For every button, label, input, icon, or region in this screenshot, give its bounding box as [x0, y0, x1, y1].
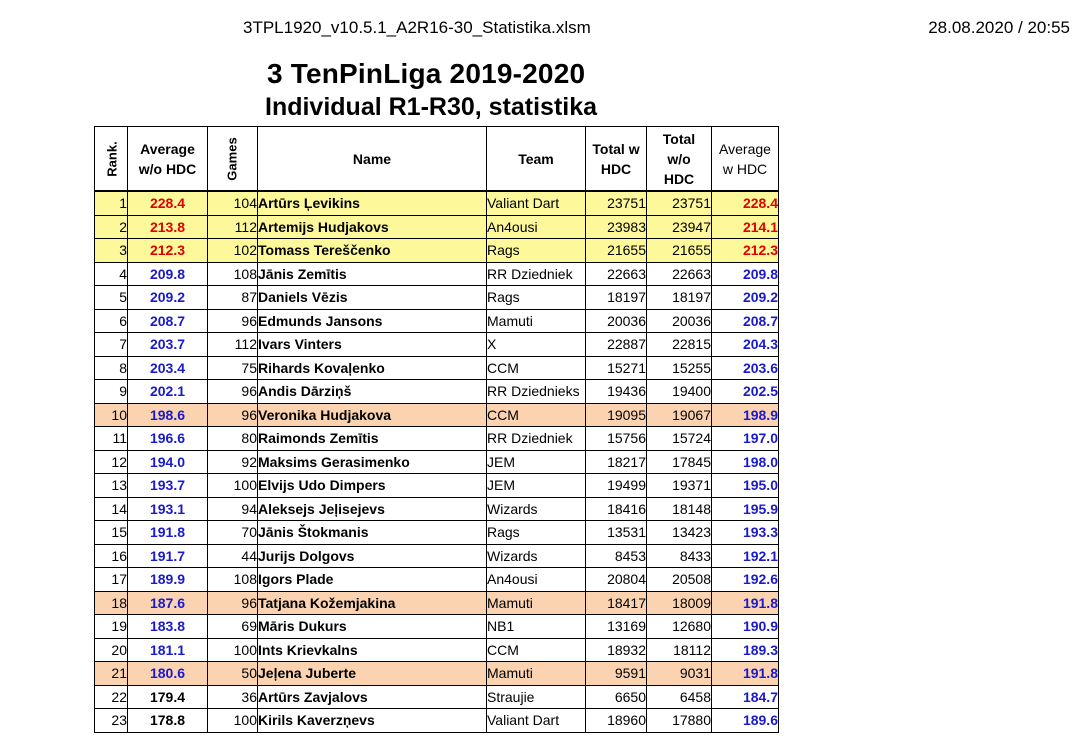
average-wo-hdc-cell: 198.6 — [128, 403, 208, 427]
total-wo-hdc-cell: 19371 — [647, 474, 712, 498]
col-header-games: Games — [208, 127, 258, 192]
average-wo-hdc-cell: 187.6 — [128, 591, 208, 615]
player-name-cell: Igors Plade — [258, 568, 487, 592]
games-cell: 96 — [208, 309, 258, 333]
rank-cell: 3 — [95, 239, 128, 263]
average-w-hdc-cell: 191.8 — [712, 591, 779, 615]
team-cell: Wizards — [487, 544, 586, 568]
team-cell: An4ousi — [487, 568, 586, 592]
rank-cell: 22 — [95, 685, 128, 709]
average-w-hdc-cell: 209.8 — [712, 262, 779, 286]
rank-cell: 14 — [95, 497, 128, 521]
average-wo-hdc-cell: 191.7 — [128, 544, 208, 568]
player-name-cell: Kirils Kaverzņevs — [258, 709, 487, 733]
rank-cell: 5 — [95, 286, 128, 310]
games-cell: 108 — [208, 262, 258, 286]
team-cell: CCM — [487, 403, 586, 427]
table-row — [95, 638, 779, 662]
rank-cell: 2 — [95, 215, 128, 239]
average-wo-hdc-cell: 228.4 — [128, 191, 208, 215]
team-cell: NB1 — [487, 615, 586, 639]
player-name-cell: Maksims Gerasimenko — [258, 450, 487, 474]
total-wo-hdc-cell: 18009 — [647, 591, 712, 615]
total-w-hdc-cell: 18197 — [586, 286, 647, 310]
games-cell: 100 — [208, 638, 258, 662]
average-wo-hdc-cell: 213.8 — [128, 215, 208, 239]
team-cell: Rags — [487, 286, 586, 310]
games-cell: 100 — [208, 709, 258, 733]
total-w-hdc-cell: 23751 — [586, 191, 647, 215]
table-row — [95, 544, 779, 568]
total-wo-hdc-cell: 17880 — [647, 709, 712, 733]
table-row — [95, 497, 779, 521]
team-cell: Valiant Dart — [487, 191, 586, 215]
total-w-hdc-cell: 22887 — [586, 333, 647, 357]
table-row — [95, 262, 779, 286]
rank-cell: 8 — [95, 356, 128, 380]
average-wo-hdc-cell: 183.8 — [128, 615, 208, 639]
total-wo-hdc-cell: 9031 — [647, 662, 712, 686]
average-w-hdc-cell: 197.0 — [712, 427, 779, 451]
games-cell: 96 — [208, 403, 258, 427]
table-row — [95, 191, 779, 215]
team-cell: JEM — [487, 474, 586, 498]
rank-cell: 15 — [95, 521, 128, 545]
total-w-hdc-cell: 8453 — [586, 544, 647, 568]
average-w-hdc-cell: 193.3 — [712, 521, 779, 545]
team-cell: Wizards — [487, 497, 586, 521]
player-name-cell: Tomass Tereščenko — [258, 239, 487, 263]
total-w-hdc-cell: 18217 — [586, 450, 647, 474]
games-cell: 44 — [208, 544, 258, 568]
average-wo-hdc-cell: 189.9 — [128, 568, 208, 592]
games-cell: 36 — [208, 685, 258, 709]
games-cell: 75 — [208, 356, 258, 380]
file-name: 3TPL1920_v10.5.1_A2R16-30_Statistika.xlsm — [243, 18, 591, 37]
rank-cell: 6 — [95, 309, 128, 333]
col-header-total-wo-hdc: Total w/o HDC — [647, 127, 712, 192]
total-wo-hdc-cell: 22815 — [647, 333, 712, 357]
table-row — [95, 450, 779, 474]
player-name-cell: Jānis Zemītis — [258, 262, 487, 286]
player-name-cell: Ints Krievkalns — [258, 638, 487, 662]
average-w-hdc-cell: 212.3 — [712, 239, 779, 263]
average-wo-hdc-cell: 193.7 — [128, 474, 208, 498]
team-cell: RR Dziednieks — [487, 380, 586, 404]
table-row — [95, 356, 779, 380]
team-cell: Mamuti — [487, 591, 586, 615]
average-wo-hdc-cell: 191.8 — [128, 521, 208, 545]
average-wo-hdc-cell: 209.2 — [128, 286, 208, 310]
average-wo-hdc-cell: 178.8 — [128, 709, 208, 733]
average-w-hdc-cell: 198.9 — [712, 403, 779, 427]
games-cell: 96 — [208, 591, 258, 615]
page-title: 3 TenPinLiga 2019-2020 — [267, 58, 586, 89]
total-wo-hdc-cell: 15255 — [647, 356, 712, 380]
average-w-hdc-cell: 190.9 — [712, 615, 779, 639]
team-cell: RR Dziedniek — [487, 427, 586, 451]
average-wo-hdc-cell: 208.7 — [128, 309, 208, 333]
team-cell: Rags — [487, 239, 586, 263]
total-w-hdc-cell: 9591 — [586, 662, 647, 686]
total-wo-hdc-cell: 23947 — [647, 215, 712, 239]
total-w-hdc-cell: 20804 — [586, 568, 647, 592]
player-name-cell: Jurijs Dolgovs — [258, 544, 487, 568]
team-cell: JEM — [487, 450, 586, 474]
table-row — [95, 474, 779, 498]
total-wo-hdc-cell: 22663 — [647, 262, 712, 286]
team-cell: CCM — [487, 356, 586, 380]
team-cell: Valiant Dart — [487, 709, 586, 733]
total-wo-hdc-cell: 18148 — [647, 497, 712, 521]
games-cell: 112 — [208, 215, 258, 239]
total-w-hdc-cell: 13169 — [586, 615, 647, 639]
average-wo-hdc-cell: 202.1 — [128, 380, 208, 404]
average-w-hdc-cell: 204.3 — [712, 333, 779, 357]
average-w-hdc-cell: 203.6 — [712, 356, 779, 380]
average-w-hdc-cell: 208.7 — [712, 309, 779, 333]
col-header-team: Team — [487, 127, 586, 192]
average-w-hdc-cell: 184.7 — [712, 685, 779, 709]
total-wo-hdc-cell: 12680 — [647, 615, 712, 639]
table-row — [95, 521, 779, 545]
player-name-cell: Daniels Vēzis — [258, 286, 487, 310]
total-w-hdc-cell: 20036 — [586, 309, 647, 333]
total-wo-hdc-cell: 20508 — [647, 568, 712, 592]
col-header-rank: Rank. — [95, 127, 128, 192]
team-cell: X — [487, 333, 586, 357]
games-cell: 112 — [208, 333, 258, 357]
total-w-hdc-cell: 19499 — [586, 474, 647, 498]
total-w-hdc-cell: 19095 — [586, 403, 647, 427]
average-wo-hdc-cell: 194.0 — [128, 450, 208, 474]
total-wo-hdc-cell: 8433 — [647, 544, 712, 568]
total-w-hdc-cell: 18932 — [586, 638, 647, 662]
team-cell: An4ousi — [487, 215, 586, 239]
total-wo-hdc-cell: 20036 — [647, 309, 712, 333]
games-cell: 69 — [208, 615, 258, 639]
table-row — [95, 380, 779, 404]
table-row — [95, 427, 779, 451]
total-w-hdc-cell: 21655 — [586, 239, 647, 263]
rank-cell: 18 — [95, 591, 128, 615]
average-w-hdc-cell: 214.1 — [712, 215, 779, 239]
player-name-cell: Rihards Kovaļenko — [258, 356, 487, 380]
player-name-cell: Jānis Štokmanis — [258, 521, 487, 545]
rank-cell: 10 — [95, 403, 128, 427]
rank-cell: 20 — [95, 638, 128, 662]
total-wo-hdc-cell: 18112 — [647, 638, 712, 662]
average-w-hdc-cell: 192.6 — [712, 568, 779, 592]
average-w-hdc-cell: 228.4 — [712, 191, 779, 215]
average-w-hdc-cell: 198.0 — [712, 450, 779, 474]
player-name-cell: Tatjana Kožemjakina — [258, 591, 487, 615]
total-wo-hdc-cell: 23751 — [647, 191, 712, 215]
rank-cell: 16 — [95, 544, 128, 568]
player-name-cell: Jeļena Juberte — [258, 662, 487, 686]
team-cell: Straujie — [487, 685, 586, 709]
games-cell: 50 — [208, 662, 258, 686]
average-wo-hdc-cell: 203.4 — [128, 356, 208, 380]
games-cell: 104 — [208, 191, 258, 215]
total-w-hdc-cell: 18417 — [586, 591, 647, 615]
document-header — [0, 0, 1080, 50]
rank-cell: 21 — [95, 662, 128, 686]
games-cell: 100 — [208, 474, 258, 498]
table-header-row — [95, 127, 779, 192]
average-wo-hdc-cell: 203.7 — [128, 333, 208, 357]
table-row — [95, 685, 779, 709]
team-cell: Mamuti — [487, 309, 586, 333]
table-row — [95, 662, 779, 686]
total-wo-hdc-cell: 18197 — [647, 286, 712, 310]
average-wo-hdc-cell: 209.8 — [128, 262, 208, 286]
total-w-hdc-cell: 22663 — [586, 262, 647, 286]
player-name-cell: Raimonds Zemītis — [258, 427, 487, 451]
rank-cell: 7 — [95, 333, 128, 357]
player-name-cell: Artemijs Hudjakovs — [258, 215, 487, 239]
average-wo-hdc-cell: 179.4 — [128, 685, 208, 709]
games-cell: 80 — [208, 427, 258, 451]
average-wo-hdc-cell: 212.3 — [128, 239, 208, 263]
total-wo-hdc-cell: 19067 — [647, 403, 712, 427]
table-body — [95, 191, 779, 732]
total-w-hdc-cell: 19436 — [586, 380, 647, 404]
rank-cell: 19 — [95, 615, 128, 639]
total-w-hdc-cell: 18416 — [586, 497, 647, 521]
table-row — [95, 615, 779, 639]
games-cell: 108 — [208, 568, 258, 592]
average-w-hdc-cell: 195.0 — [712, 474, 779, 498]
average-w-hdc-cell: 192.1 — [712, 544, 779, 568]
table-row — [95, 568, 779, 592]
col-header-name: Name — [258, 127, 487, 192]
team-cell: Mamuti — [487, 662, 586, 686]
player-name-cell: Veronika Hudjakova — [258, 403, 487, 427]
total-wo-hdc-cell: 15724 — [647, 427, 712, 451]
page-subtitle: Individual R1-R30, statistika — [265, 93, 598, 121]
total-wo-hdc-cell: 19400 — [647, 380, 712, 404]
table-row — [95, 239, 779, 263]
table-row — [95, 403, 779, 427]
average-w-hdc-cell: 209.2 — [712, 286, 779, 310]
team-cell: RR Dziedniek — [487, 262, 586, 286]
player-name-cell: Aleksejs Jeļisejevs — [258, 497, 487, 521]
average-wo-hdc-cell: 181.1 — [128, 638, 208, 662]
rank-cell: 13 — [95, 474, 128, 498]
statistics-table — [94, 126, 779, 733]
col-header-average: Average w/o HDC — [128, 127, 208, 192]
player-name-cell: Artūrs Zavjalovs — [258, 685, 487, 709]
rank-cell: 11 — [95, 427, 128, 451]
player-name-cell: Artūrs Ļevikins — [258, 191, 487, 215]
team-cell: Rags — [487, 521, 586, 545]
table-row — [95, 309, 779, 333]
table-row — [95, 333, 779, 357]
total-wo-hdc-cell: 17845 — [647, 450, 712, 474]
games-cell: 70 — [208, 521, 258, 545]
table-row — [95, 286, 779, 310]
average-w-hdc-cell: 189.6 — [712, 709, 779, 733]
print-datetime: 28.08.2020 / 20:55 — [928, 18, 1070, 37]
average-w-hdc-cell: 202.5 — [712, 380, 779, 404]
average-w-hdc-cell: 195.9 — [712, 497, 779, 521]
table-row — [95, 591, 779, 615]
rank-cell: 4 — [95, 262, 128, 286]
average-wo-hdc-cell: 193.1 — [128, 497, 208, 521]
games-cell: 92 — [208, 450, 258, 474]
col-header-average-w-hdc: Average w HDC — [712, 127, 779, 192]
games-cell: 94 — [208, 497, 258, 521]
games-cell: 102 — [208, 239, 258, 263]
rank-cell: 12 — [95, 450, 128, 474]
games-cell: 96 — [208, 380, 258, 404]
rank-cell: 17 — [95, 568, 128, 592]
player-name-cell: Māris Dukurs — [258, 615, 487, 639]
table-row — [95, 709, 779, 733]
games-cell: 87 — [208, 286, 258, 310]
table-row — [95, 215, 779, 239]
total-w-hdc-cell: 6650 — [586, 685, 647, 709]
player-name-cell: Andis Dārziņš — [258, 380, 487, 404]
total-wo-hdc-cell: 6458 — [647, 685, 712, 709]
col-header-total-w-hdc: Total w HDC — [586, 127, 647, 192]
average-wo-hdc-cell: 180.6 — [128, 662, 208, 686]
player-name-cell: Elvijs Udo Dimpers — [258, 474, 487, 498]
team-cell: CCM — [487, 638, 586, 662]
player-name-cell: Edmunds Jansons — [258, 309, 487, 333]
total-w-hdc-cell: 15271 — [586, 356, 647, 380]
rank-cell: 1 — [95, 191, 128, 215]
total-wo-hdc-cell: 21655 — [647, 239, 712, 263]
total-w-hdc-cell: 13531 — [586, 521, 647, 545]
average-w-hdc-cell: 191.8 — [712, 662, 779, 686]
rank-cell: 23 — [95, 709, 128, 733]
average-w-hdc-cell: 189.3 — [712, 638, 779, 662]
total-w-hdc-cell: 23983 — [586, 215, 647, 239]
average-wo-hdc-cell: 196.6 — [128, 427, 208, 451]
player-name-cell: Ivars Vinters — [258, 333, 487, 357]
total-wo-hdc-cell: 13423 — [647, 521, 712, 545]
total-w-hdc-cell: 18960 — [586, 709, 647, 733]
rank-cell: 9 — [95, 380, 128, 404]
total-w-hdc-cell: 15756 — [586, 427, 647, 451]
